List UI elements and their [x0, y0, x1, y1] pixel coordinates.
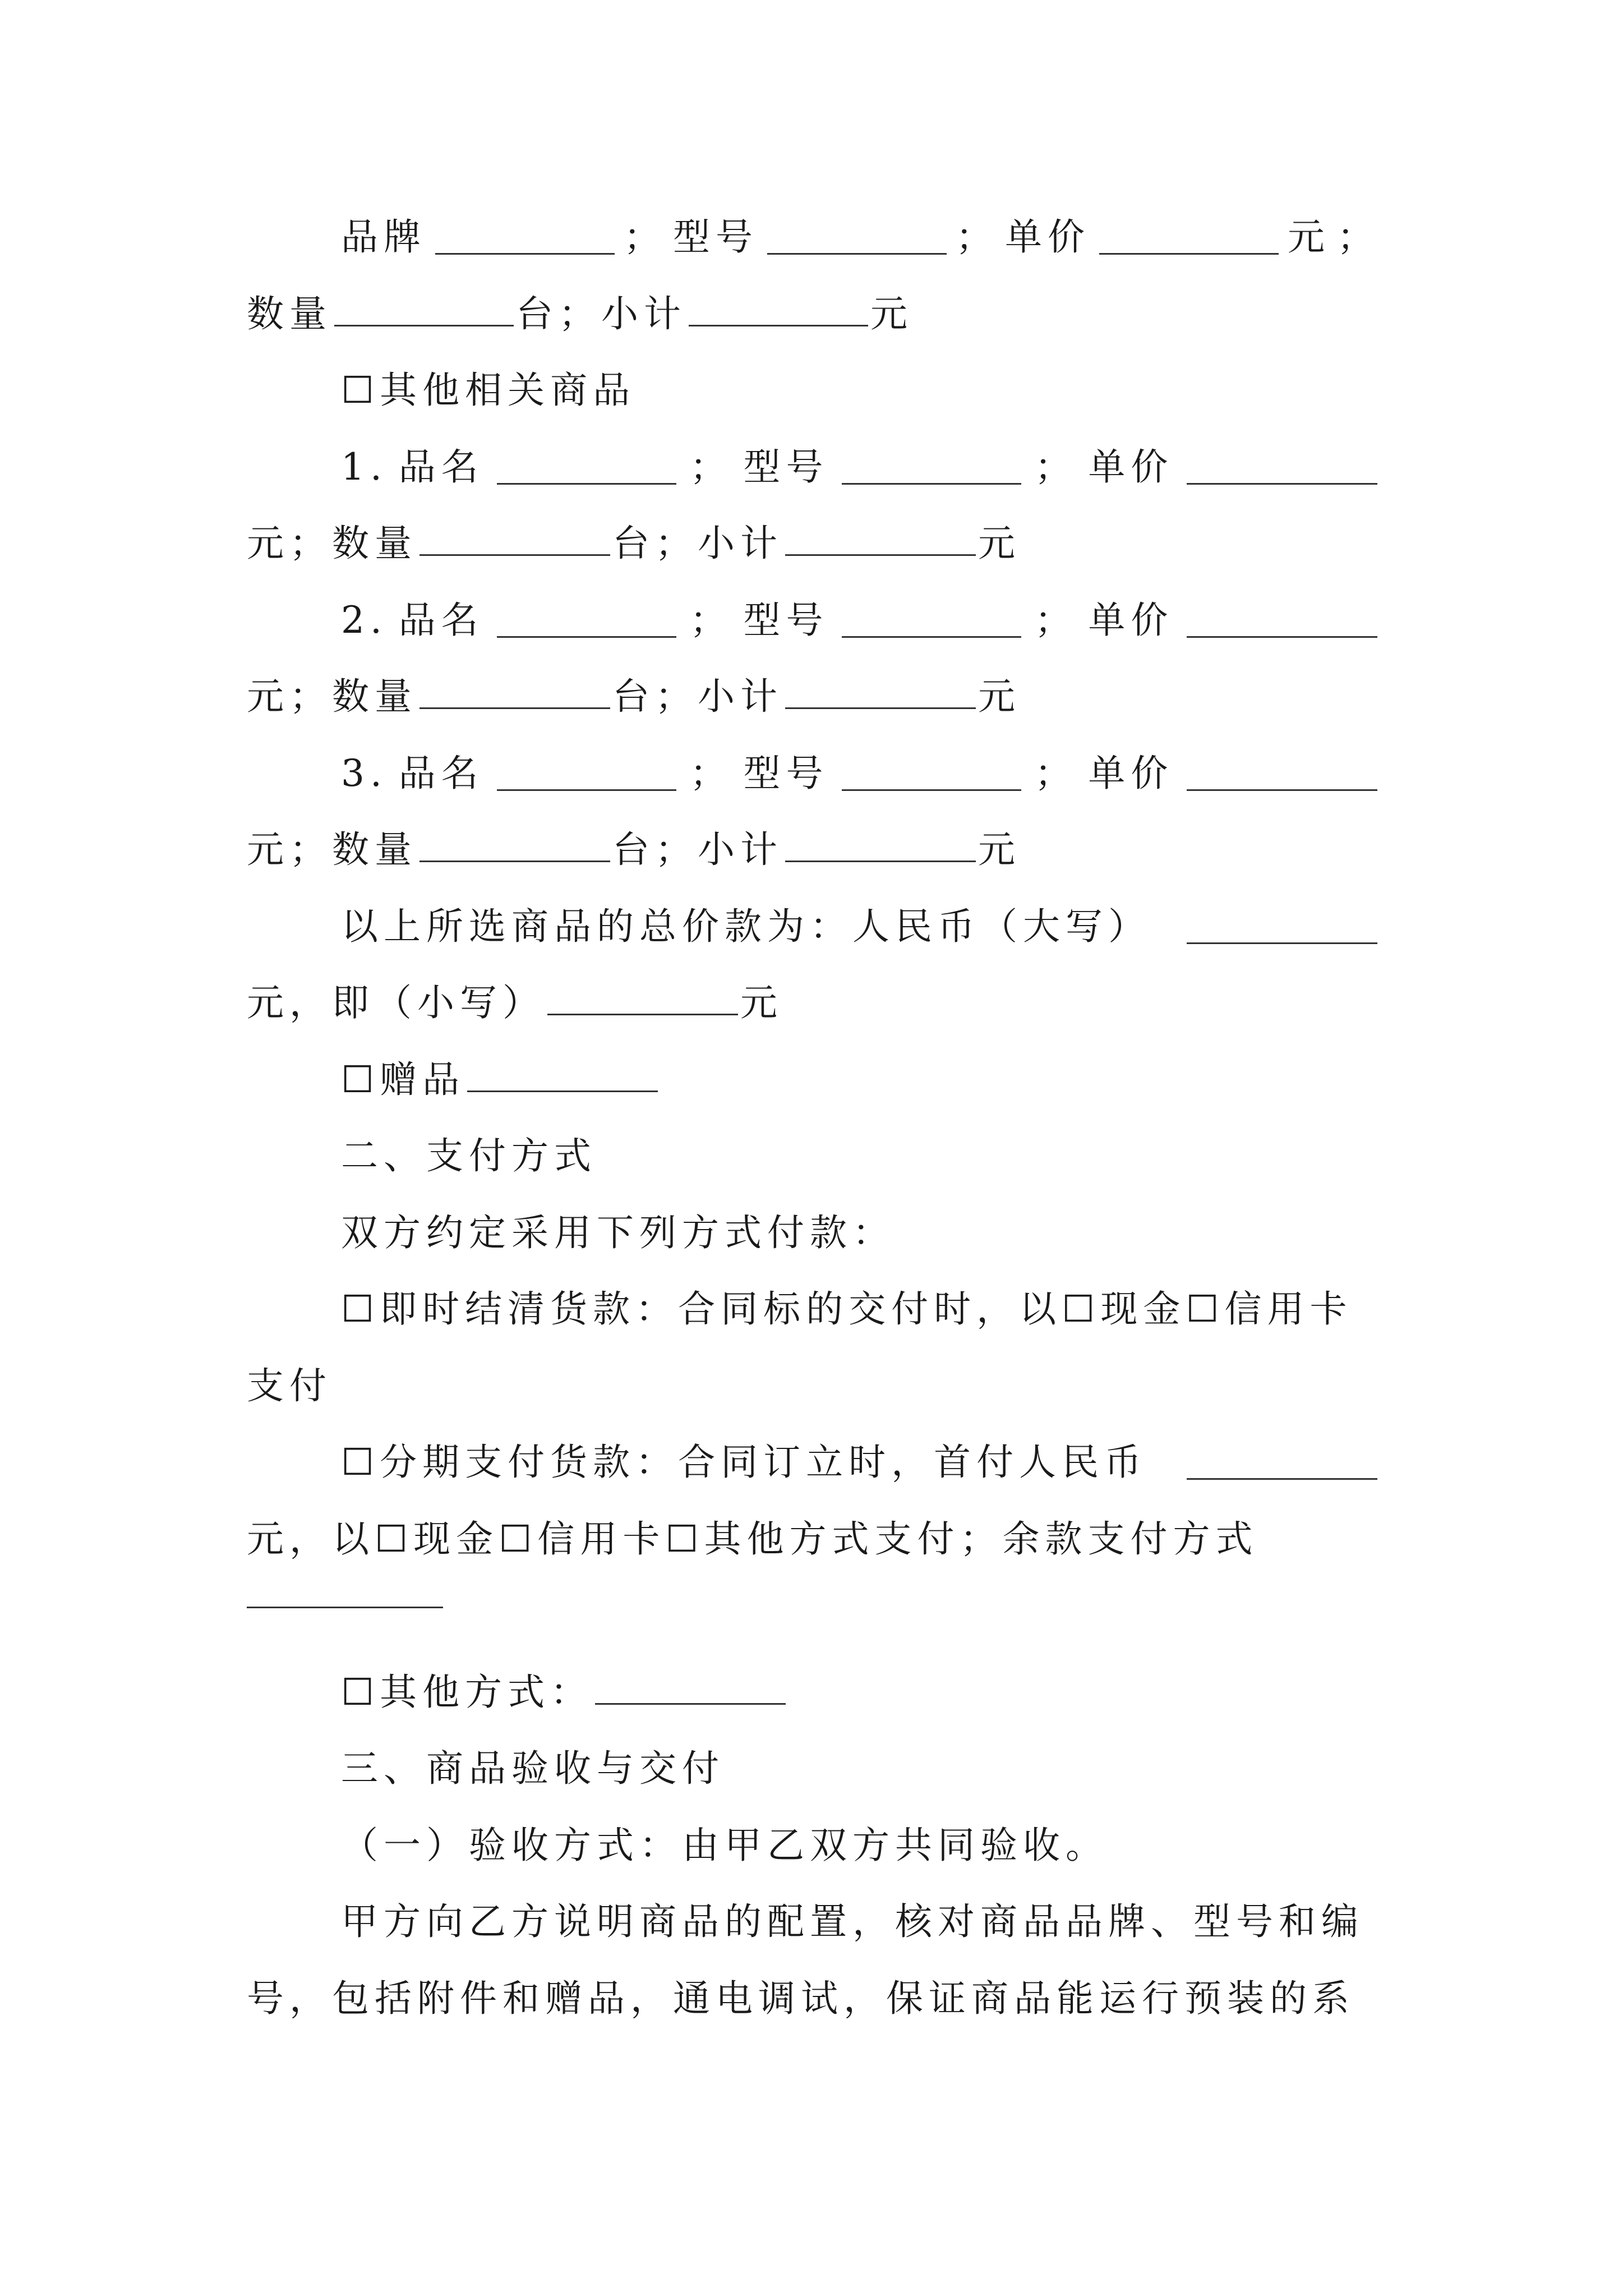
gift-label: ☐赠品	[341, 1057, 465, 1101]
label-subtotal: 小计	[601, 292, 686, 335]
subtotal-blank[interactable]	[785, 674, 976, 709]
sep: ；	[689, 445, 732, 489]
label-name: 品名	[398, 445, 484, 489]
label-price: 单价	[1005, 215, 1090, 259]
item-2-line-2	[247, 659, 1380, 735]
down-payment-blank[interactable]	[1187, 1445, 1377, 1480]
label-yuan: 元；	[247, 675, 332, 718]
other-method-blank[interactable]	[595, 1669, 786, 1704]
label-yuan: 元	[870, 292, 913, 335]
brand-blank[interactable]	[435, 220, 615, 255]
other-goods-heading: ☐其他相关商品	[341, 369, 636, 412]
sep: ；	[689, 751, 732, 795]
item-1-line	[247, 429, 1380, 506]
label-model: 型号	[673, 215, 758, 259]
item-number: 2.	[341, 598, 388, 642]
label-subtotal: 小计	[698, 828, 783, 871]
label-yuan: 元；	[247, 522, 332, 565]
inspection-detail-1: 甲方向乙方说明商品的配置，核对商品品牌、型号和编	[341, 1900, 1364, 1943]
sep: ；	[689, 598, 732, 642]
contract-page	[247, 199, 1380, 2037]
subtotal-blank[interactable]	[785, 521, 976, 556]
item-1-line-2	[247, 505, 1380, 582]
label-qty: 数量	[247, 292, 332, 335]
payment-immediate: ☐即时结清货款：合同标的交付时，以☐现金☐信用卡	[341, 1287, 1353, 1331]
label-price: 单价	[1088, 598, 1174, 642]
label-subtotal: 小计	[698, 675, 783, 718]
price-blank[interactable]	[1187, 756, 1377, 791]
label-name: 品名	[398, 751, 484, 795]
item-number: 3.	[341, 751, 388, 795]
sep: ；	[956, 215, 998, 259]
name-blank[interactable]	[497, 756, 676, 791]
label-price: 单价	[1088, 751, 1174, 795]
label-qty: 数量	[332, 522, 417, 565]
subtotal-blank[interactable]	[689, 291, 868, 326]
price-blank[interactable]	[1187, 603, 1377, 638]
name-blank[interactable]	[497, 603, 676, 638]
inspection-method: （一）验收方式：由甲乙双方共同验收。	[341, 1823, 1108, 1867]
label-yuan: 元	[1288, 215, 1330, 259]
sep: ；	[1337, 215, 1380, 259]
total-label: 以上所选商品的总价款为：人民币（大写）	[341, 904, 1151, 948]
total-lowercase-label: 元，即（小写）	[247, 981, 545, 1024]
sep: ；	[1034, 751, 1077, 795]
qty-subtotal-line	[247, 276, 1380, 353]
label-yuan: 元	[740, 981, 783, 1024]
item-2-line	[247, 582, 1380, 659]
payment-immediate-cont: 支付	[247, 1364, 332, 1407]
payment-other	[247, 1654, 1380, 1731]
label-tai: 台；	[612, 522, 698, 565]
qty-blank[interactable]	[419, 521, 610, 556]
model-blank[interactable]	[842, 756, 1021, 791]
other-method-label: ☐其他方式：	[341, 1670, 593, 1714]
total-price-line-2	[247, 965, 1380, 1042]
label-tai: 台；	[612, 828, 698, 871]
label-brand: 品牌	[341, 215, 426, 259]
item-3-line-2	[247, 812, 1380, 889]
model-blank[interactable]	[842, 603, 1021, 638]
gift-line	[247, 1042, 1380, 1119]
payment-installment	[247, 1424, 1380, 1501]
qty-blank[interactable]	[419, 674, 610, 709]
total-lowercase-blank[interactable]	[547, 981, 738, 1015]
payment-intro: 双方约定采用下列方式付款：	[341, 1211, 895, 1254]
qty-blank[interactable]	[334, 291, 514, 326]
label-yuan: 元	[978, 522, 1021, 565]
label-qty: 数量	[332, 828, 417, 871]
label-price: 单价	[1088, 445, 1174, 489]
model-blank[interactable]	[767, 220, 947, 255]
name-blank[interactable]	[497, 450, 676, 485]
brand-model-price-line	[247, 199, 1380, 276]
qty-blank[interactable]	[419, 827, 610, 862]
label-name: 品名	[398, 598, 484, 642]
price-blank[interactable]	[1099, 220, 1279, 255]
model-blank[interactable]	[842, 450, 1021, 485]
label-subtotal: 小计	[698, 522, 783, 565]
section-2-heading: 二、支付方式	[341, 1134, 597, 1177]
installment-label: ☐分期支付货款：合同订立时，首付人民币	[341, 1441, 1147, 1484]
sep: ；	[624, 215, 666, 259]
total-price-line	[247, 889, 1380, 965]
label-yuan: 元	[978, 828, 1021, 871]
label-tai: 台；	[516, 292, 601, 335]
label-model: 型号	[743, 751, 829, 795]
label-model: 型号	[743, 598, 829, 642]
label-tai: 台；	[612, 675, 698, 718]
item-number: 1.	[341, 445, 388, 489]
balance-method-blank[interactable]	[247, 1577, 443, 1608]
balance-method-blank-line	[247, 1577, 1380, 1654]
label-qty: 数量	[332, 675, 417, 718]
item-3-line	[247, 735, 1380, 812]
price-blank[interactable]	[1187, 450, 1377, 485]
gift-blank[interactable]	[467, 1057, 658, 1092]
label-model: 型号	[743, 445, 829, 489]
subtotal-blank[interactable]	[785, 827, 976, 862]
section-3-heading: 三、商品验收与交付	[341, 1747, 725, 1790]
total-uppercase-blank[interactable]	[1187, 909, 1377, 944]
label-yuan: 元	[978, 675, 1021, 718]
payment-installment-cont: 元，以☐现金☐信用卡☐其他方式支付；余款支付方式	[247, 1517, 1258, 1561]
inspection-detail-2: 号，包括附件和赠品，通电调试，保证商品能运行预装的系	[247, 1976, 1355, 2020]
sep: ；	[1034, 445, 1077, 489]
label-yuan: 元；	[247, 828, 332, 871]
sep: ；	[1034, 598, 1077, 642]
